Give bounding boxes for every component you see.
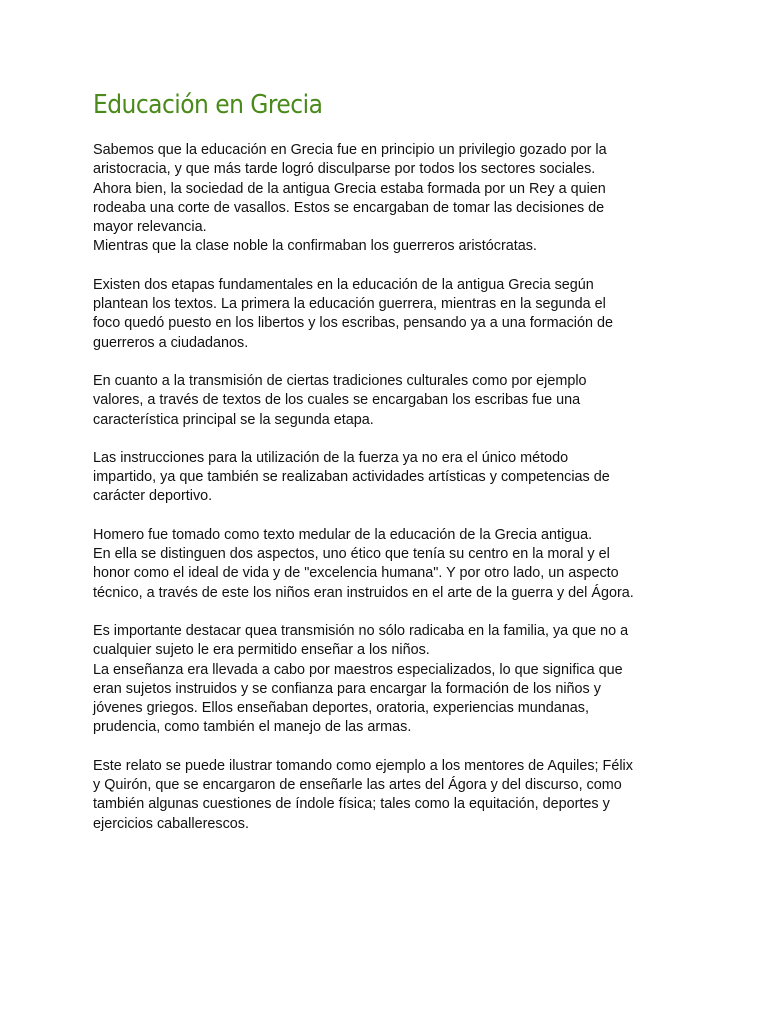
text-line: Sabemos que la educación en Grecia fue en principio un privilegio gozado por la bbox=[93, 142, 607, 158]
text-line: Existen dos etapas fundamentales en la educación de la antigua Grecia según bbox=[93, 276, 594, 293]
text-line: Este relato se puede ilustrar tomando como ejemplo a los mentores de Aquiles; Félix bbox=[93, 757, 633, 774]
text-line: ejercicios caballerescos. bbox=[93, 815, 249, 832]
text-line: mayor relevancia. bbox=[93, 219, 207, 236]
paragraph bbox=[93, 449, 693, 507]
text-line: jóvenes griegos. Ellos enseñaban deportes, oratoria, experiencias mundanas, bbox=[93, 700, 589, 717]
text-line: eran sujetos instruidos y se confianza para encargar la formación de los niños y bbox=[93, 680, 601, 697]
text-line: Mientras que la clase noble la confirmaban los guerreros aristócratas. bbox=[93, 238, 537, 255]
text-line: característica principal se la segunda etapa. bbox=[93, 411, 374, 428]
text-line: y Quirón, que se encargaron de enseñarle las artes del Ágora y del discurso, como bbox=[93, 777, 622, 794]
document-page bbox=[93, 88, 693, 853]
paragraph bbox=[93, 372, 693, 430]
text-line: rodeaba una corte de vasallos. Estos se encargaban de tomar las decisiones de bbox=[93, 199, 605, 216]
text-line: plantean los textos. La primera la educación guerrera, mientras en la segunda el bbox=[93, 296, 606, 313]
text-line: En ella se distinguen dos aspectos, uno ético que tenía su centro en la moral y el bbox=[93, 546, 610, 563]
text-line: En cuanto a la transmisión de ciertas tradiciones culturales como por ejemplo bbox=[93, 372, 587, 389]
paragraph bbox=[93, 276, 693, 353]
paragraph bbox=[93, 526, 693, 603]
text-line: aristocracia, y que más tarde logró disculparse por todos los sectores sociales. bbox=[93, 161, 596, 178]
text-line: Las instrucciones para la utilización de la fuerza ya no era el único método bbox=[93, 449, 569, 466]
text-line: Es importante destacar quea transmisión no sólo radicaba en la familia, ya que no a bbox=[93, 622, 629, 639]
text-line: impartido, ya que también se realizaban actividades artísticas y competencias de bbox=[93, 469, 610, 486]
text-line: carácter deportivo. bbox=[93, 488, 213, 505]
paragraph bbox=[93, 757, 693, 834]
text-line: foco quedó puesto en los libertos y los escribas, pensando ya a una formación de bbox=[93, 315, 613, 332]
document-body bbox=[93, 141, 693, 834]
document-title: Educación en Grecia bbox=[93, 90, 323, 120]
text-line: cualquier sujeto le era permitido enseñar a los niños. bbox=[93, 642, 430, 659]
text-line: Homero fue tomado como texto medular de la educación de la Grecia antigua. bbox=[93, 526, 593, 543]
text-line: valores, a través de textos de los cuales se encargaban los escribas fue una bbox=[93, 392, 581, 409]
text-line: técnico, a través de este los niños eran instruidos en el arte de la guerra y del Ágora. bbox=[93, 584, 634, 601]
paragraph bbox=[93, 141, 693, 257]
text-line: Ahora bien, la sociedad de la antigua Grecia estaba formada por un Rey a quien bbox=[93, 180, 606, 197]
text-line: también algunas cuestiones de índole física; tales como la equitación, deportes y bbox=[93, 796, 610, 813]
paragraph bbox=[93, 622, 693, 738]
text-line: La enseñanza era llevada a cabo por maestros especializados, lo que significa que bbox=[93, 661, 623, 678]
text-line: guerreros a ciudadanos. bbox=[93, 334, 249, 351]
text-line: honor como el ideal de vida y de "excelencia humana". Y por otro lado, un aspecto bbox=[93, 565, 619, 582]
text-line: prudencia, como también el manejo de las armas. bbox=[93, 719, 412, 736]
